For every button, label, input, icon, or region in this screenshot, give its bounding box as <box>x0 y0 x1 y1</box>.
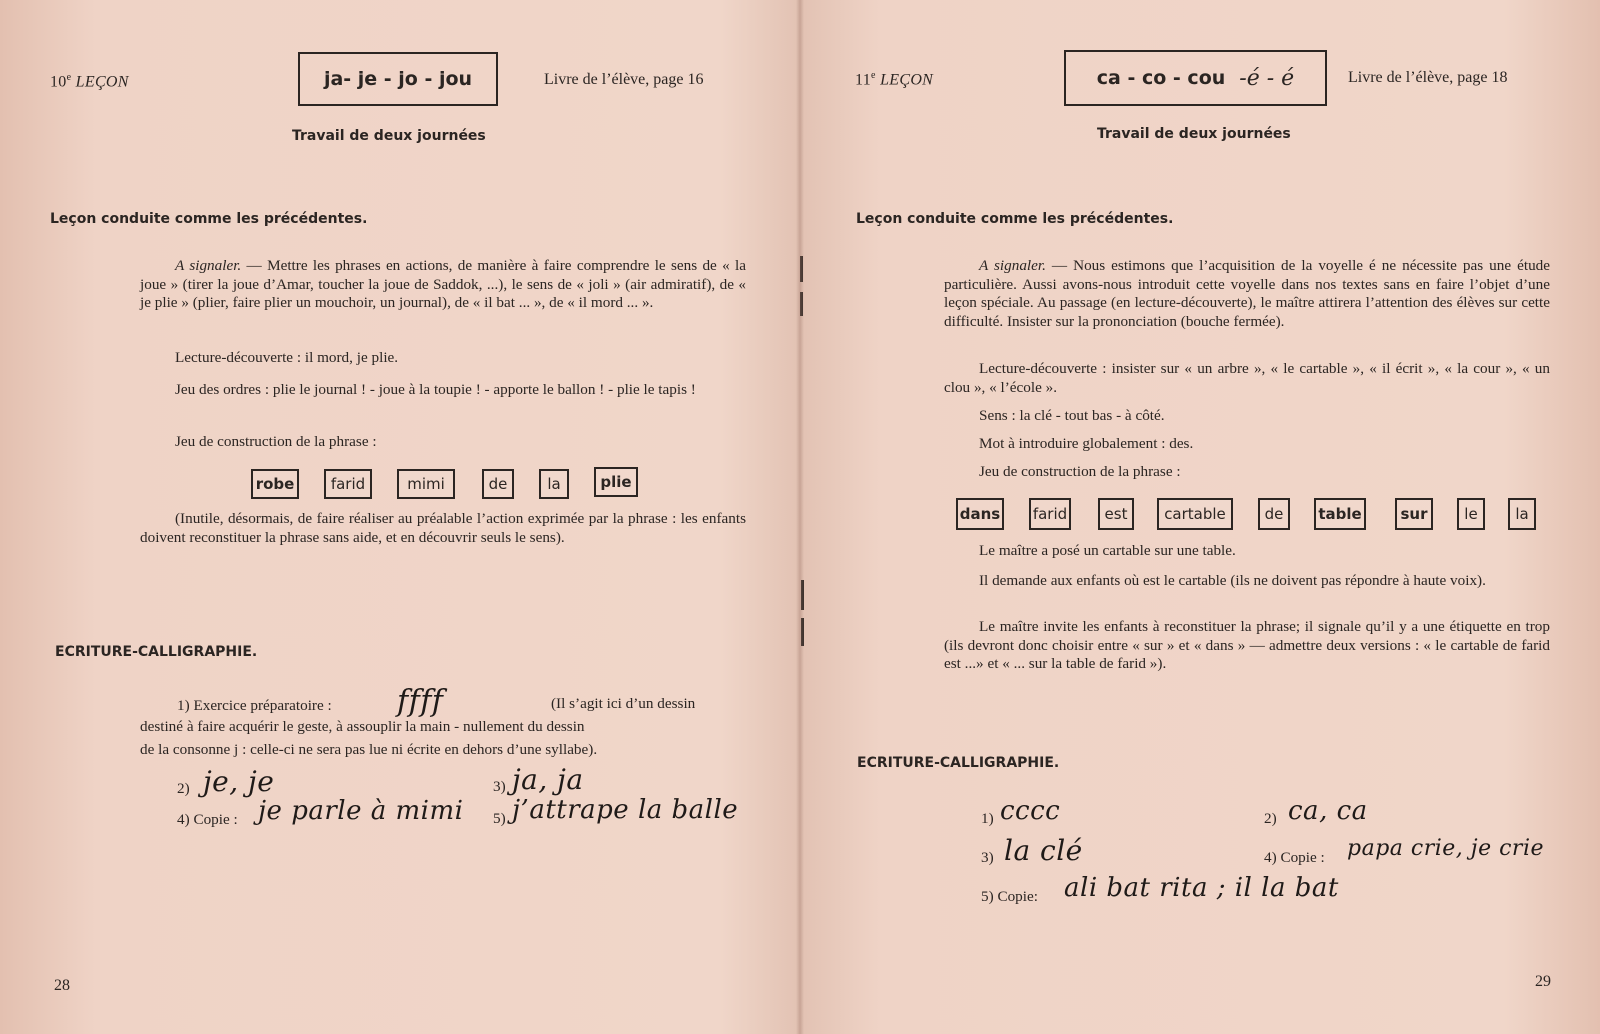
lesson-heading-right <box>855 70 933 89</box>
word-label: sur <box>1395 498 1433 530</box>
ex3-script: ja, ja <box>512 763 584 796</box>
signaler-text: — Nous estimons que l’acquisition de la voyelle é ne nécessite pas une étude particulière. Aussi avons-nous introduit cette voyelle dans nos textes sans en faire l’objet d’une leçon spéciale. Au passage (en lecture-découverte), le maître attirera l’attention des élèves sur cette difficulté. Insister sur la prononciation (bouche fermée). <box>944 257 1550 330</box>
word-label: la <box>1508 498 1536 530</box>
page-number-left: 28 <box>54 977 70 994</box>
word-label: la <box>539 469 569 499</box>
sens-line: Sens : la clé - tout bas - à côté. <box>979 407 1165 424</box>
word-label: table <box>1314 498 1366 530</box>
lesson-word: LEÇON <box>880 71 934 89</box>
ex1-num: 1) <box>981 810 994 827</box>
ex4-num: 4) Copie : <box>1264 849 1325 866</box>
word-label: cartable <box>1157 498 1233 530</box>
lecon-conduite-left: Leçon conduite comme les précédentes. <box>50 211 368 227</box>
ex4-script: papa crie, je crie <box>1347 836 1544 861</box>
ex2-num: 2) <box>1264 810 1277 827</box>
lecon-conduite-right: Leçon conduite comme les précédentes. <box>856 211 1174 227</box>
subtitle-right: Travail de deux journées <box>1097 126 1291 142</box>
lesson-sup: e <box>871 70 876 81</box>
livre-reference-left: Livre de l’élève, page 16 <box>544 71 704 88</box>
ex3-script: la clé <box>1004 834 1083 867</box>
livre-reference-right: Livre de l’élève, page 18 <box>1348 69 1508 86</box>
ex1-label: 1) Exercice préparatoire : <box>177 697 332 714</box>
word-label: plie <box>594 467 638 497</box>
maitre-line-3: Le maître invite les enfants à reconstituer la phrase; il signale qu’il y a une étiquette en trop (ils devront donc choisir entre « sur » et « dans » — admettre deux versions : « le cartable de farid est ...» et « ... sur la table de farid »). <box>944 618 1550 672</box>
page-number-right: 29 <box>1535 973 1551 990</box>
word-label: farid <box>1029 498 1071 530</box>
word-label: le <box>1457 498 1485 530</box>
ex1-note: (Il s’agit ici d’un dessin <box>551 695 696 712</box>
signaler-label: A signaler. <box>979 257 1046 274</box>
ex5-num: 5) Copie: <box>981 888 1038 905</box>
subtitle-left: Travail de deux journées <box>292 128 486 144</box>
lesson-title-script: -é - é <box>1239 65 1295 91</box>
ex1-line2: destiné à faire acquérir le geste, à assouplir la main - nullement du dessin <box>140 718 585 735</box>
ex4-script: je parle à mimi <box>258 796 464 826</box>
word-label: mimi <box>397 469 455 499</box>
ex1-line3: de la consonne j : celle-ci ne sera pas lue ni écrite en dehors d’une syllabe). <box>140 741 598 758</box>
ex1-script: ffff <box>397 684 444 719</box>
maitre-line-2: Il demande aux enfants où est le cartable (ils ne doivent pas répondre à haute voix). <box>979 572 1486 589</box>
lecture-decouverte-right: Lecture-découverte : insister sur « un arbre », « le cartable », « il écrit », « la cour », « un clou », « l’école ». <box>944 360 1550 396</box>
lesson-word: LEÇON <box>75 73 129 91</box>
ex3-num: 3) <box>981 849 994 866</box>
right-page <box>800 0 1600 1034</box>
word-label: de <box>1258 498 1290 530</box>
word-label: farid <box>324 469 372 499</box>
ex2-script: je, je <box>203 765 275 798</box>
signaler-paragraph-left <box>140 257 746 313</box>
lesson-title-box-right <box>1064 50 1327 106</box>
ex1-script: cccc <box>1000 796 1061 826</box>
signaler-text: — Mettre les phrases en actions, de manière à faire comprendre le sens de « la joue » (tirer la joue d’Amar, toucher la joue de Saddok, ...), le sens de « joli » (air admiratif), de « je plie » (plier, faire plier un mouchoir, un journal), de « il bat ... », de « il mord ... ». <box>140 257 746 311</box>
ex5-script: j’attrape la balle <box>512 795 739 825</box>
ex3-num: 3) <box>493 778 506 795</box>
maitre-line-1: Le maître a posé un cartable sur une table. <box>979 542 1236 559</box>
signaler-paragraph-right <box>944 257 1550 331</box>
lesson-heading-left <box>50 72 129 91</box>
ecriture-heading-right: ECRITURE-CALLIGRAPHIE. <box>857 755 1060 771</box>
word-label: dans <box>956 498 1004 530</box>
inutile-paragraph: (Inutile, désormais, de faire réaliser au préalable l’action exprimée par la phrase : les enfants doivent reconstituer la phrase sans aide, et en découvrir seuls le sens). <box>140 510 746 546</box>
jeu-ordres: Jeu des ordres : plie le journal ! - joue à la toupie ! - apporte le ballon ! - plie le tapis ! <box>175 381 696 398</box>
mot-line: Mot à introduire globalement : des. <box>979 435 1194 452</box>
ex4-num: 4) Copie : <box>177 811 238 828</box>
word-label: robe <box>251 469 299 499</box>
jeu-construction-left: Jeu de construction de la phrase : <box>175 433 377 450</box>
word-label: de <box>482 469 514 499</box>
ex2-script: ca, ca <box>1288 796 1368 826</box>
lesson-title-box-left <box>298 52 498 106</box>
lecture-decouverte-left: Lecture-découverte : il mord, je plie. <box>175 349 399 366</box>
lesson-number: 11 <box>855 71 872 89</box>
signaler-label: A signaler. <box>175 257 242 274</box>
word-label: est <box>1098 498 1134 530</box>
jeu-construction-right: Jeu de construction de la phrase : <box>979 463 1181 480</box>
lesson-title-print: ca - co - cou <box>1096 67 1226 89</box>
ecriture-heading-left: ECRITURE-CALLIGRAPHIE. <box>55 644 258 660</box>
lesson-sup: e <box>66 72 72 83</box>
ex2-num: 2) <box>177 780 190 797</box>
lesson-number: 10 <box>50 73 67 91</box>
ex5-num: 5) <box>493 810 506 827</box>
lesson-title: ja- je - jo - jou <box>323 68 473 90</box>
ex5-script: ali bat rita ; il la bat <box>1064 873 1339 903</box>
